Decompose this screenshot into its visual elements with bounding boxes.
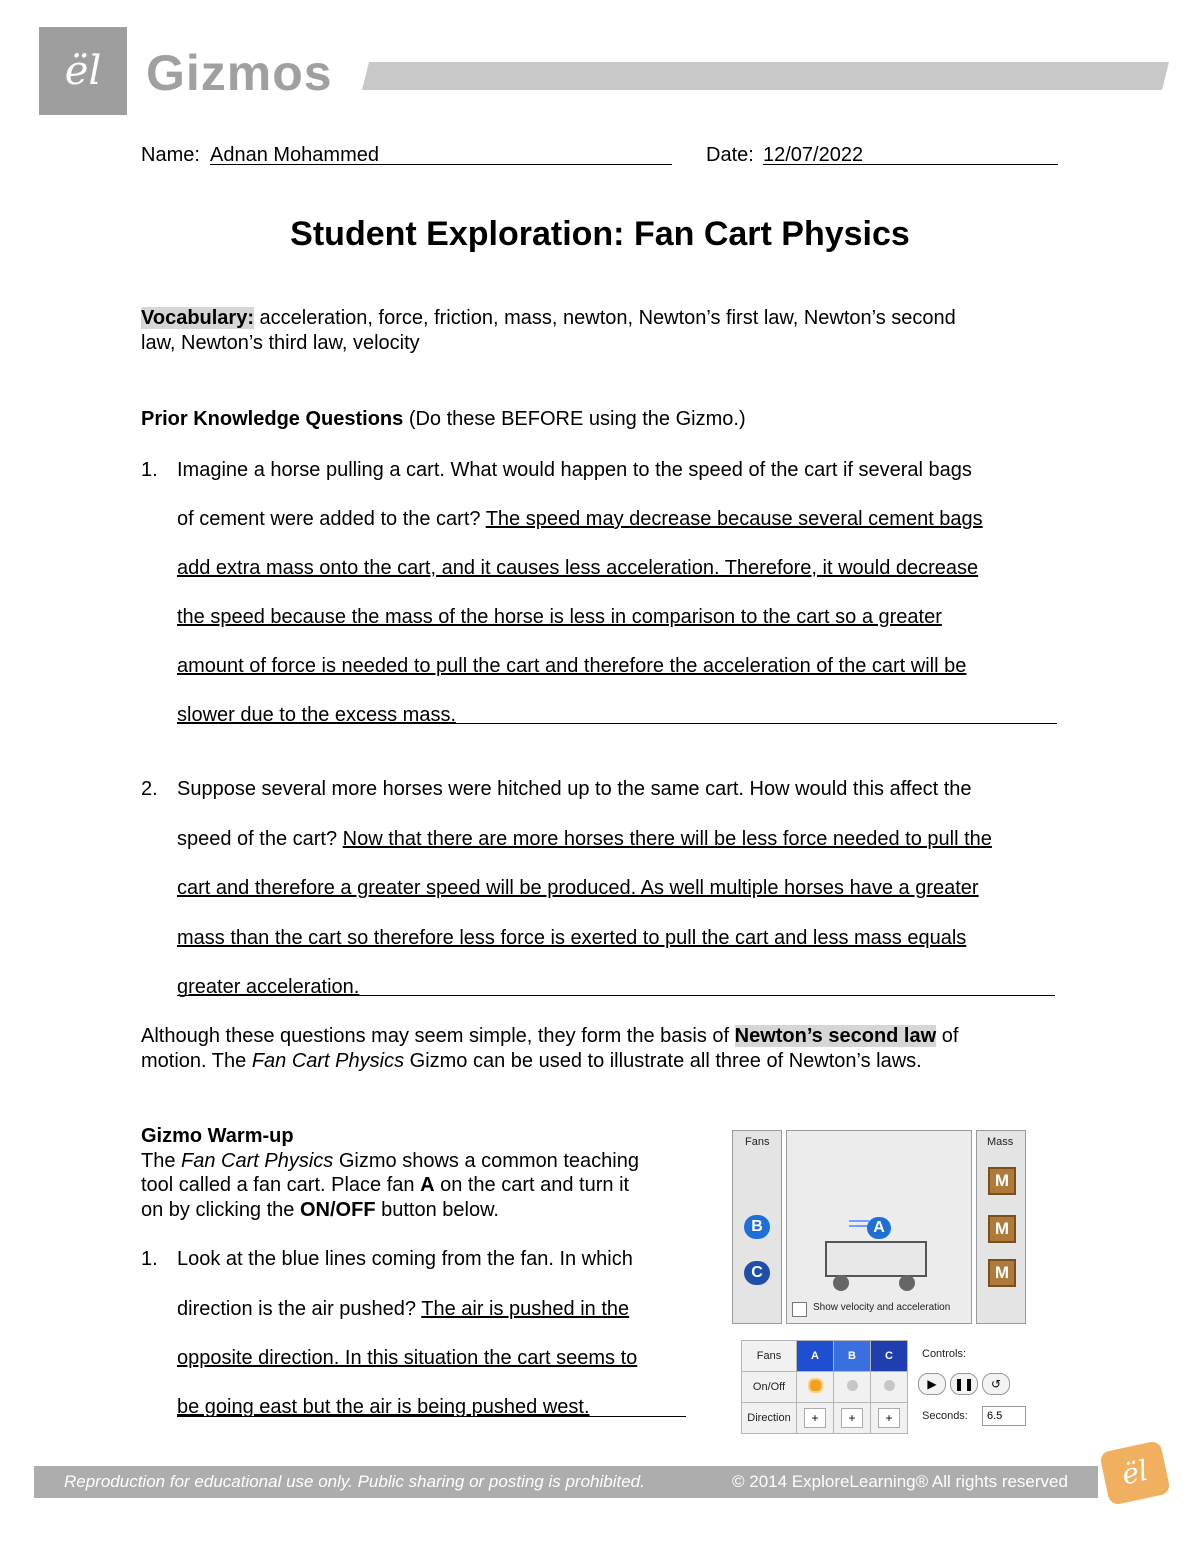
mass-block-1[interactable]: M: [988, 1167, 1016, 1195]
direction-label: Direction: [742, 1403, 797, 1434]
show-velocity-label: Show velocity and acceleration: [813, 1302, 951, 1313]
name-label: Name:: [141, 144, 200, 166]
q1-question-1: Imagine a horse pulling a cart. What would happen to the speed of the cart if several bags: [177, 459, 972, 481]
q1-answer-3: the speed because the mass of the horse is less in comparison to the cart so a greater: [177, 606, 942, 628]
date-value: 12/07/2022: [763, 144, 864, 166]
cart-wheel-left: [833, 1275, 849, 1291]
fan-a-indicator: [808, 1378, 823, 1393]
header-bar: [362, 62, 1169, 90]
show-velocity-checkbox[interactable]: [792, 1302, 807, 1317]
fan-control-table: [741, 1340, 908, 1434]
simulation-stage: [786, 1130, 972, 1324]
col-c-header: C: [871, 1341, 908, 1372]
footer-copyright: © 2014 ExploreLearning® All rights reserved: [732, 1472, 1068, 1491]
q2-number: 2.: [141, 778, 158, 800]
q2-answer-3: mass than the cart so therefore less force is exerted to pull the cart and less mass equals: [177, 927, 967, 949]
warmup-line-2: tool called a fan cart. Place fan A on the cart and turn it: [141, 1174, 630, 1196]
name-value: Adnan Mohammed: [210, 144, 379, 166]
onoff-label: On/Off: [742, 1372, 797, 1403]
prior-heading: Prior Knowledge Questions: [141, 408, 404, 430]
fans-panel-label: Fans: [745, 1136, 770, 1148]
newton-second-law-highlight: Newton’s second law: [734, 1025, 937, 1047]
vocab-label: Vocabulary:: [141, 307, 254, 329]
cart-wheel-right: [899, 1275, 915, 1291]
q2-answer-line: [177, 995, 1055, 996]
fan-b-button[interactable]: B: [744, 1215, 770, 1239]
mass-panel: [976, 1130, 1026, 1324]
gizmos-logo: [39, 27, 127, 115]
seconds-field[interactable]: 6.5: [982, 1406, 1026, 1426]
name-underline: [210, 164, 672, 165]
q1-number: 1.: [141, 459, 158, 481]
seconds-label: Seconds:: [922, 1410, 968, 1422]
q2-question-2: speed of the cart? Now that there are more horses there will be less force needed to pull the: [177, 828, 992, 850]
fan-c-direction-button[interactable]: +: [878, 1408, 900, 1428]
warmup-q1-answer-1: The air is pushed in the: [421, 1298, 630, 1320]
q1-answer-5: slower due to the excess mass.: [177, 704, 457, 726]
mass-block-3[interactable]: M: [988, 1259, 1016, 1287]
vocab-terms-1: acceleration, force, friction, mass, newton, Newton’s first law, Newton’s second: [254, 307, 956, 329]
cart-body: [825, 1241, 927, 1277]
corner-logo-glyph: ël: [1118, 1453, 1151, 1492]
q1-answer-2: add extra mass onto the cart, and it causes less acceleration. Therefore, it would decrease: [177, 557, 979, 579]
prior-note: (Do these BEFORE using the Gizmo.): [403, 408, 746, 430]
warmup-answer-line: [177, 1416, 686, 1417]
col-a-header: A: [797, 1341, 834, 1372]
fan-a-direction-button[interactable]: +: [804, 1408, 826, 1428]
fan-a-on-cart[interactable]: A: [867, 1217, 891, 1239]
q1-answer-1: The speed may decrease because several cement bags: [485, 508, 983, 530]
q2-answer-2: cart and therefore a greater speed will be produced. As well multiple horses have a greater: [177, 877, 979, 899]
air-lines: [849, 1220, 869, 1227]
mass-block-2[interactable]: M: [988, 1215, 1016, 1243]
fans-header: Fans: [742, 1341, 797, 1372]
fan-c-onoff-button[interactable]: [871, 1372, 908, 1403]
date-label: Date:: [706, 144, 754, 166]
vocab-line-1: [141, 306, 956, 331]
warmup-line-1: The Fan Cart Physics Gizmo shows a common teaching: [141, 1150, 639, 1172]
controls-label: Controls:: [922, 1348, 967, 1360]
logo-glyph: ël: [64, 48, 102, 94]
mass-panel-label: Mass: [987, 1136, 1014, 1148]
q2-answer-1: Now that there are more horses there will be less force needed to pull the: [342, 828, 992, 850]
warmup-line-3: on by clicking the ON/OFF button below.: [141, 1199, 499, 1221]
reset-button[interactable]: ↺: [982, 1373, 1010, 1395]
brand-name: Gizmos: [146, 45, 333, 101]
q1-answer-line: [177, 723, 1057, 724]
fan-b-onoff-button[interactable]: [834, 1372, 871, 1403]
fans-panel: [732, 1130, 782, 1324]
warmup-q1-number: 1.: [141, 1248, 158, 1270]
warmup-q1-question-1: Look at the blue lines coming from the fan. In which: [177, 1248, 633, 1270]
prior-heading-line: [141, 407, 746, 432]
fan-c-indicator: [884, 1380, 895, 1391]
law-para-1: Although these questions may seem simple, they form the basis of Newton’s second law of: [141, 1025, 959, 1047]
col-b-header: B: [834, 1341, 871, 1372]
vocab-terms-2: law, Newton’s third law, velocity: [141, 332, 420, 354]
warmup-q1-answer-3: be going east but the air is being pushed west.: [177, 1396, 590, 1418]
q1-question-2: of cement were added to the cart? The speed may decrease because several cement bags: [177, 508, 983, 530]
fan-a-onoff-button[interactable]: [797, 1372, 834, 1403]
warmup-q1-answer-2: opposite direction. In this situation the cart seems to: [177, 1347, 638, 1369]
warmup-heading: Gizmo Warm-up: [141, 1125, 294, 1147]
fan-c-button[interactable]: C: [744, 1261, 770, 1285]
date-underline: [763, 164, 1058, 165]
explorelearning-logo: [1099, 1440, 1171, 1506]
q1-answer-4: amount of force is needed to pull the cart and therefore the acceleration of the cart will be: [177, 655, 967, 677]
fan-b-direction-button[interactable]: +: [841, 1408, 863, 1428]
q2-question-1: Suppose several more horses were hitched up to the same cart. How would this affect the: [177, 778, 972, 800]
law-para-2: motion. The Fan Cart Physics Gizmo can be used to illustrate all three of Newton’s laws.: [141, 1050, 922, 1072]
warmup-q1-question-2: direction is the air pushed? The air is pushed in the: [177, 1298, 630, 1320]
q2-answer-4: greater acceleration.: [177, 976, 360, 998]
page-title: Student Exploration: Fan Cart Physics: [290, 215, 910, 253]
footer-notice: Reproduction for educational use only. Public sharing or posting is prohibited.: [64, 1472, 645, 1491]
pause-button[interactable]: ❚❚: [950, 1373, 978, 1395]
fan-b-indicator: [847, 1380, 858, 1391]
play-button[interactable]: ▶: [918, 1373, 946, 1395]
